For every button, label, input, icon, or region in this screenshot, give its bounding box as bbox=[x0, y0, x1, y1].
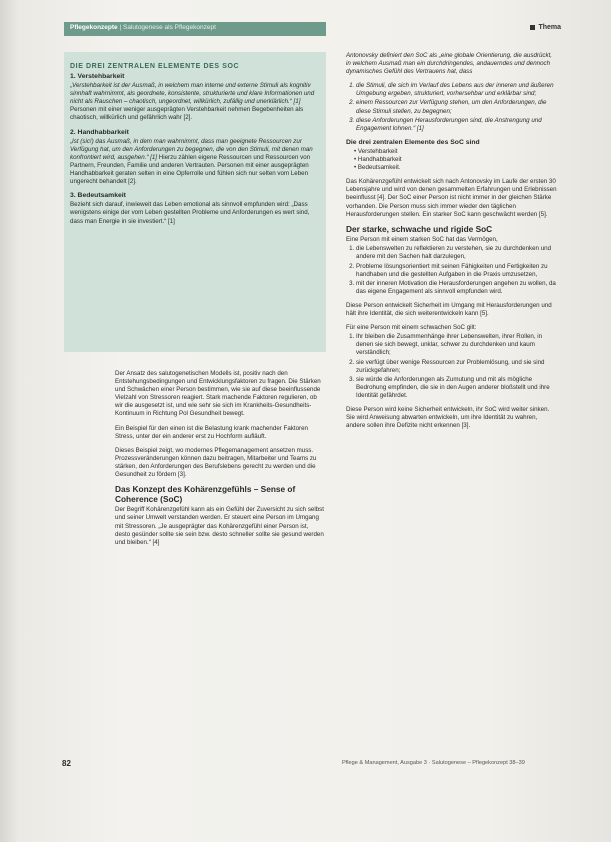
paragraph: Das Kohärenzgefühl entwickelt sich nach Antonovsky im Laufe der ersten 30 Lebensjahre und wird von denen gesammelten Erfahrungen und Erlebnissen beeinflusst [4]. Der SoC einer Person ist nicht immer in der gleichen Stärke vorhanden. Die Person muss sich immer wieder den täglichen Herausforderungen stellen. Ein starker SoC kann geschwächt werden [5]. bbox=[346, 178, 557, 218]
header-category: Pflegekonzepte bbox=[70, 24, 118, 31]
list-item: 1. Ihr bleiben die Zusammenhänge ihrer Lebenswelten, ihrer Rollen, in denen sie sich bewegt, unklar, schwer zu durchdenken und kaum verständlich; bbox=[356, 333, 558, 357]
paragraph: Der Ansatz des salutogenetischen Modells ist, positiv nach den Entstehungsbedingungen und Entwicklungsfaktoren zu fragen. Die Stärken und Schwächen einer Person bestimmen, wie sie auf diese beeinflussende Vielzahl von Stressoren reagiert. Stark machende Faktoren regulieren, ob wir die ausgesetzt ist, und wie sehr sie sich im Krankheits-Gesundheits-Kontinuum in Richtung Pol Gesundheit bewegt. bbox=[115, 370, 321, 418]
list-item: 1. die Lebenswelten zu reflektieren zu verstehen, sie zu durchdenken und andere mit den Sachen halt darzulegen, bbox=[356, 245, 558, 261]
list-item: 2. sie verfügt über wenige Ressourcen zur Problemlösung, und sie sind zurückgefahren; bbox=[356, 359, 558, 375]
list-item: • Verstehbarkeit bbox=[354, 148, 558, 156]
list-item: • Bedeutsamkeit. bbox=[354, 164, 558, 172]
paragraph: Antonovsky definiert den SoC als „eine globale Orientierung, die ausdrückt, in welchem Ausmaß man ein durchdringendes, andauerndes und dennoch dynamisches Gefühl des Vertrauens hat, dass bbox=[346, 52, 553, 76]
header-label: Pflegekonzepte | Salutogenese als Pflegekonzept bbox=[70, 24, 216, 31]
quote: „Verstehbarkeit ist der Ausmaß, in welchem man interne und externe Stimuli als kognitiv sinnhaft wahrnimmt, als geordnete, konsistente, strukturierte und klare Informationen und nicht als Rauschen – chaotisch, ungeordnet, willkürlich, zufällig und unerklärlich.“ [1] bbox=[70, 82, 315, 106]
list-item: • Handhabbarkeit bbox=[354, 156, 558, 164]
info-box-content bbox=[70, 73, 320, 232]
list-item: 3. sie würde die Anforderungen als Zumutung und mit als mögliche Bedrohung empfinden, die sie in den Augen anderer bloßstellt und ihre Identität gefährdet. bbox=[356, 376, 558, 400]
paragraph: Diese Person wird keine Sicherheit entwickeln, ihr SoC wird weiter sinken. Sie wird Anweisung abwarten entwickeln, um ihre Identität zu wahren, andere sollen ihre Defizite nicht erkennen [3]. bbox=[346, 405, 550, 430]
page-number: 82 bbox=[62, 759, 71, 768]
paragraph: Diese Person entwickelt Sicherheit im Umgang mit Herausforderungen und hält ihre Identität, die sich weiterentwickeln kann [5]. bbox=[346, 301, 552, 318]
paragraph: Personen mit einer weniger ausgeprägten Verstehbarkeit nehmen Begebenheiten als chaotisch, willkürlich und gefährlich wahr [2]. bbox=[70, 106, 304, 122]
weak-soc-list bbox=[346, 333, 558, 400]
list-item: 2. Probleme lösungsorientiert mit seinen Fähigkeiten und Fertigkeiten zu handhaben und die gestellten Aufgaben in die Praxis umzusetzen, bbox=[356, 263, 558, 279]
footer-citation: Pflege & Management, Ausgabe 3 · Salutogenese – Pflegekonzept 38–39 bbox=[342, 760, 525, 766]
definition-list bbox=[346, 82, 558, 133]
info-box-title: DIE DREI ZENTRALEN ELEMENTE DES SOC bbox=[70, 63, 240, 70]
quote: „Ist (sic!) das Ausmaß, in dem man wahrnimmt, dass man geeignete Ressourcen zur Verfügung hat, um den Anforderungen zu begegnen, die von den Stimuli, mit denen man konfrontiert wird, ausgehen.“ [1] bbox=[70, 137, 313, 161]
paragraph: Der Begriff Kohärenzgefühl kann als ein Gefühl der Zuversicht zu sich selbst und seiner Umwelt verstanden werden. Er steuert eine Person im Umgang mit Stressoren. „Je ausgeprägter das Kohärenzgefühl einer Person ist, desto gesünder sollte sie sein bzw. desto schneller sollte sie gesund werden und bleiben.“ [4] bbox=[115, 506, 324, 546]
paragraph: Dieses Beispiel zeigt, wo modernes Pflegemanagement ansetzen muss. Prozessveränderungen können dazu beitragen, Mitarbeiter und Teams zu stärken, den Anforderungen des Berufslebens gerecht zu werden und die Gesundheit zu fördern [3]. bbox=[115, 446, 317, 479]
right-column bbox=[346, 52, 558, 436]
list-item: 3. diese Anforderungen Herausforderungen sind, die Anstrengung und Engagement lohnen.“ [1] bbox=[356, 117, 558, 133]
paragraph: Bezieht sich darauf, inwieweit das Leben emotional als sinnvoll empfunden wird: „Dass wenigstens einige der vom Leben gestellten Probleme und Anforderungen es wert sind, dass man Energie in sie investiert.“ [1] bbox=[70, 201, 310, 225]
header-subtitle: Salutogenese als Pflegekonzept bbox=[123, 24, 216, 31]
paragraph: Eine Person mit einem starken SoC hat das Vermögen, bbox=[346, 236, 498, 244]
thema-text: Thema bbox=[538, 24, 561, 31]
list-item: 2. einem Ressourcen zur Verfügung stehen, um den Anforderungen, die diese Stimuli stellen, zu begegnen; bbox=[356, 99, 558, 115]
list-item: 3. mit der inneren Motivation die Herausforderungen angehen zu wollen, da das eigene Engagement als sinnvoll empfunden wird. bbox=[356, 280, 558, 296]
paragraph: Hierzu zählen eigene Ressourcen und Ressourcen von Partnern, Freunden, Familie und anderen Vertrauten. Personen mit einer ausgeprägten Handhabbarkeit geraten selten in eine Opferrolle und fühlen sich nur selten vom Leben ungerecht behandelt [2]. bbox=[70, 153, 311, 186]
binding-shadow bbox=[0, 0, 18, 842]
elements-list bbox=[346, 148, 558, 172]
paragraph: Für eine Person mit einem schwachen SoC gilt: bbox=[346, 324, 477, 332]
paragraph: Ein Beispiel für den einen ist die Belastung krank machender Faktoren Stress, unter der ein anderer erst zu Hochform aufläuft. bbox=[115, 424, 308, 440]
section-heading: Der starke, schwache und rigide SoC bbox=[346, 223, 493, 234]
square-icon bbox=[530, 25, 535, 30]
section-heading: Das Konzept des Kohärenzgefühls – Sense of Coherence (SoC) bbox=[115, 484, 296, 504]
left-column bbox=[115, 370, 325, 553]
section-heading: 2. Handhabbarkeit bbox=[70, 128, 129, 136]
list-item: 1. die Stimuli, die sich im Verlauf des Lebens aus der inneren und äußeren Umgebung ergeben, strukturiert, vorhersehbar und erklärbar sind; bbox=[356, 82, 558, 98]
thema-label bbox=[530, 24, 561, 31]
section-heading: 3. Bedeutsamkeit bbox=[70, 192, 126, 200]
section-heading: 1. Verstehbarkeit bbox=[70, 73, 125, 80]
list-heading: Die drei zentralen Elemente des SoC sind bbox=[346, 138, 480, 146]
strong-soc-list bbox=[346, 245, 558, 296]
